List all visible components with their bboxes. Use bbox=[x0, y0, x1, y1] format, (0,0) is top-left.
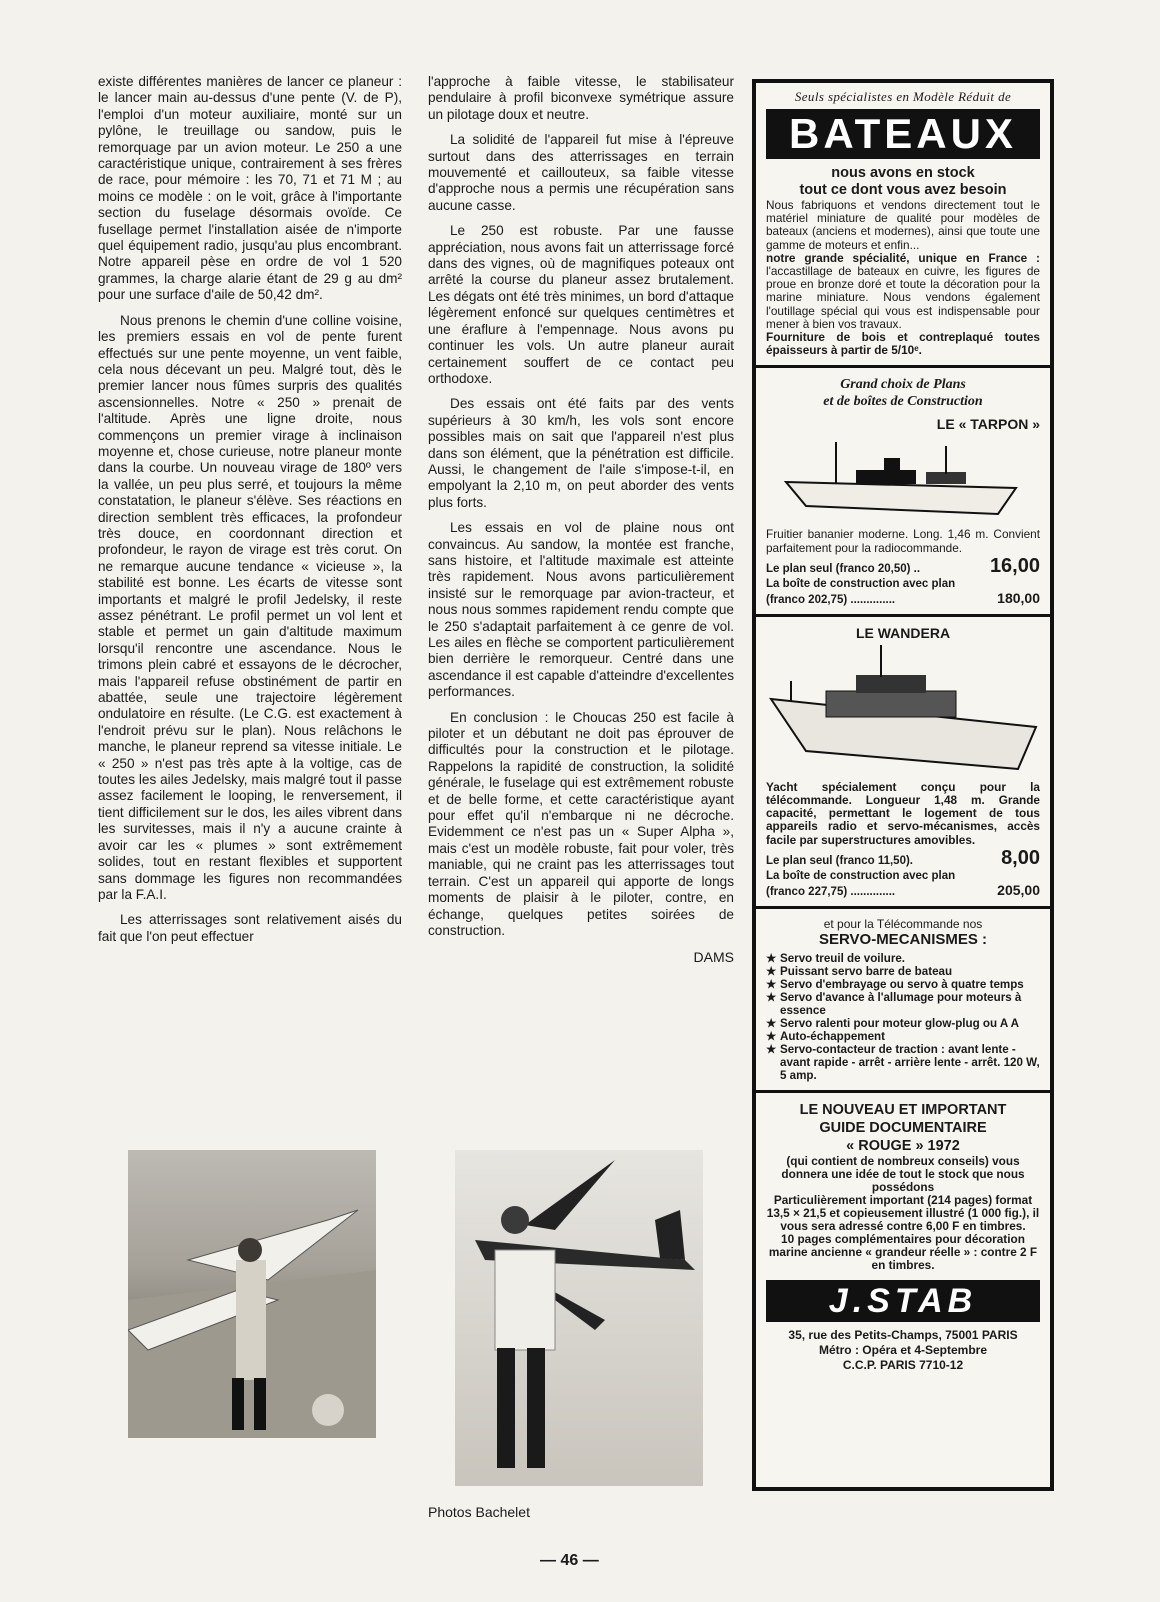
ad-specialty-label: notre grande spécialité, unique en France : bbox=[766, 250, 1040, 265]
article-column-1 bbox=[98, 74, 402, 954]
ad-lead-1: nous avons en stock bbox=[831, 165, 975, 181]
servo-title: SERVO-MECANISMES : bbox=[818, 930, 988, 948]
glider-photo-illustration bbox=[455, 1150, 703, 1486]
star-icon: ★ bbox=[766, 951, 777, 965]
list-item: ★ Auto-échappement bbox=[766, 1029, 885, 1043]
article-paragraph: l'approche à faible vitesse, le stabilisateur pendulaire à profil biconvexe symétrique assure un pilotage doux et neutre. bbox=[428, 74, 734, 122]
star-icon: ★ bbox=[766, 990, 777, 1004]
star-icon: ★ bbox=[766, 977, 777, 991]
article-paragraph: Des essais ont été faits par des vents supérieurs à 30 km/h, les vols sont encore possibles mais on sait que l'appareil n'est plus dans son élément, que la pénétration est difficile. Aussi, le changement de l'aile s'impose-t-il, en empolyant la 2,10 m, on peut aborder des vents plus forts. bbox=[428, 396, 734, 510]
ad-tagline: Seuls spécialistes en Modèle Réduit de bbox=[794, 89, 1012, 104]
photo-caption: Photos Bachelet bbox=[428, 1504, 530, 1520]
article-paragraph: En conclusion : le Choucas 250 est facile à piloter et un débutant ne doit pas éprouver de difficultés pour la construction et le pilotage. Rappelons la rapidité de construction, la solidité générale, le fuselage qui est extrêmement robuste et de belle forme, et cette caractéristique ayant pour effet qu'il n'embarque ni ne décroche. Evidemment ce n'est pas un « Super Alpha », mais c'est un modèle robuste, fait pour voler, très maniable, qui ne craint pas les atterrissages tout terrain. C'est un appareil qui apporte de longs moments de plaisir à le piloter, contre, en échange, quelques petites soirées de construction. bbox=[428, 709, 734, 938]
list-item: ★ Servo d'embrayage ou servo à quatre temps bbox=[766, 977, 1024, 991]
star-icon: ★ bbox=[766, 1042, 777, 1056]
wandera-yacht-icon bbox=[766, 641, 1040, 781]
guide-body-2: Particulièrement important (214 pages) format 13,5 × 21,5 et copieusement illustré (1 000 fig.), il vous sera adressé contre 6,00 F en timbres. bbox=[766, 1192, 1040, 1233]
glider-photo-illustration bbox=[128, 1150, 376, 1438]
advertisement-bateaux bbox=[752, 79, 1054, 1491]
ad-plans-line-1: Grand choix de Plans bbox=[840, 377, 966, 393]
article-column-2 bbox=[428, 74, 734, 966]
author-signature: DAMS bbox=[693, 949, 734, 966]
wandera-kit-price: 205,00 bbox=[997, 881, 1040, 898]
photo-glider-man bbox=[455, 1150, 703, 1486]
guide-body-1: (qui contient de nombreux conseils) vous donnera une idée de tout le stock que nous possédons bbox=[781, 1153, 1025, 1194]
star-icon: ★ bbox=[766, 1016, 777, 1030]
tarpon-ship-icon bbox=[766, 432, 1040, 528]
ad-banner: BATEAUX bbox=[766, 109, 1040, 159]
article-paragraph: La solidité de l'appareil fut mise à l'épreuve surtout dans des atterrissages en terrain mouvementé et caillouteux, sa faible vitesse d'approche nous a permis une récupération sans aucune casse. bbox=[428, 132, 734, 213]
tarpon-desc: Fruitier bananier moderne. Long. 1,46 m. Convient parfaitement pour la radiocommande. bbox=[766, 527, 1040, 555]
wandera-plan-price: 8,00 bbox=[1001, 846, 1040, 869]
guide-title-2: GUIDE DOCUMENTAIRE bbox=[819, 1119, 987, 1136]
article-paragraph: Les essais en vol de plaine nous ont convaincus. Au sandow, la montée est franche, sans histoire, et l'altitude maximale est atteinte très rapidement. Nous avons particulièrement insisté sur le remorquage par avion-tracteur, et nous nous sommes rapidement rendu compte que le 250 s'adaptait parfaitement à ce genre de vol. Les ailes en flèche se comportent particulièrement bien derrière le remorqueur. Centré dans une ascendance il est capable d'atteindre d'excellentes performances. bbox=[428, 520, 734, 700]
guide-title-1: LE NOUVEAU ET IMPORTANT bbox=[799, 1101, 1007, 1118]
tarpon-plan-price: 16,00 bbox=[989, 554, 1040, 577]
wandera-plan-label: Le plan seul (franco 11,50). bbox=[766, 854, 913, 867]
photo-glider-woman bbox=[128, 1150, 376, 1438]
star-icon: ★ bbox=[766, 964, 777, 978]
tarpon-kit-label: La boîte de construction avec plan bbox=[766, 577, 956, 590]
servo-list bbox=[766, 952, 1040, 1082]
list-item: ★ Puissant servo barre de bateau bbox=[766, 964, 953, 978]
ad-supply: Fourniture de bois et contreplaqué toutes épaisseurs à partir de 5/10ᵉ. bbox=[766, 330, 1040, 358]
divider bbox=[756, 906, 1050, 909]
wandera-kit-franco: (franco 227,75) .............. bbox=[766, 885, 896, 898]
ad-lead-2: tout ce dont vous avez besoin bbox=[799, 182, 1007, 198]
ad-ccp: C.C.P. PARIS 7710-12 bbox=[842, 1357, 964, 1372]
article-paragraph: existe différentes manières de lancer ce planeur : le lancer main au-dessus d'une pente (V. de P), l'emploi d'un moteur auxiliaire, monté sur un pylône, le treuillage ou sandow, puis le remorquage par un avion moteur. Le 250 a une caractéristique unique, contrairement à ses frères de race, pour mémoire : les 70, 71 et 71 M ; au moins ce modèle : on le voit, grâce à l'importante section du fuselage désormais ovoïde. Ce fusellage permet l'installation aisée de n'importe quel équipement radio, jusqu'au plus encombrant. Notre appareil pèse en ordre de vol 1 520 grammes, la charge alarie étant de 29 g au dm² pour une surface d'aile de 50,42 dm². bbox=[98, 74, 402, 303]
jstab-logo: J.STAB bbox=[766, 1280, 1040, 1322]
tarpon-title: LE « TARPON » bbox=[936, 416, 1040, 433]
wandera-title: LE WANDERA bbox=[855, 624, 951, 641]
list-item: ★ Servo treuil de voilure. bbox=[766, 951, 905, 965]
article-paragraph: Le 250 est robuste. Par une fausse appréciation, nous avons fait un atterrissage forcé dans des vignes, où de magnifiques poteaux ont arrêté la course du planeur assez brutalement. Les dégats ont été très minimes, un bord d'attaque légèrement enfoncé sur quelques centimètres et une éraflure à l'empennage. Nous avons pu continuer les vols. Un autre planeur aurait certainement souffert de ce contact peu orthodoxe. bbox=[428, 223, 734, 386]
guide-body-3: 10 pages complémentaires pour décoration marine ancienne « grandeur réelle » : contre 2 F en timbres. bbox=[768, 1231, 1038, 1272]
ad-address: 35, rue des Petits-Champs, 75001 PARIS bbox=[788, 1327, 1018, 1342]
divider bbox=[756, 365, 1050, 368]
tarpon-kit-franco: (franco 202,75) .............. bbox=[766, 593, 896, 606]
wandera-kit-label: La boîte de construction avec plan bbox=[766, 869, 956, 882]
tarpon-plan-label: Le plan seul (franco 20,50) .. bbox=[766, 562, 921, 575]
ad-plans-line-2: et de boîtes de Construction bbox=[823, 394, 983, 410]
guide-title-3: « ROUGE » 1972 bbox=[846, 1137, 960, 1154]
ad-metro: Métro : Opéra et 4-Septembre bbox=[818, 1342, 988, 1357]
article-paragraph: Nous prenons le chemin d'une colline voisine, les premiers essais en vol de pente furent effectués sur une pente moyenne, un vent faible, cela nous décevant un peu. Malgré tout, dès le premier lancer nous fûmes surpris des qualités ascensionnelles. Notre « 250 » prenait de l'altitude. Après une ligne droite, nous commençons un premier virage à inclinaison moyenne et, chose curieuse, notre planeur monte dans la courbe. Un nouveau virage de 180º vers la vallée, un peu plus serré, et toujours la même constatation, le planeur s'élève. Ses réactions en direction semblent très efficaces, la profondeur très douce, en coordonnant direction et profondeur, le rayon de virage est très corut. On ne remarque aucune tendance « vicieuse », la stabilité est bonne. Les écarts de vitesse sont importants et malgré le profil Jedelsky, il reste assez pénétrant. Le profil permet un vol lent et stable et permet un gain d'altitude maximum lorsqu'il rencontre une ascendance. Nous le trimons plein cabré et essayons de le décrocher, mais l'appareil refuse obstinément de partir en abattée, seule une trajectoire légèrement ondulatoire en résulte. (Le C.G. est exactement à l'endroit prévu sur le plan). Nous relâchons le manche, le planeur reprend sa vitesse initiale. Le « 250 » n'est pas très apte à la voltige, cas de toutes les ailes Jedelsky, mais malgré tout il passe assez facilement le looping, le renversement, il tient difficilement sur le dos, les ailes vibrent dans les survitesses, mais il n'y a aucune crainte à avoir car les « plumes » sont extrêmement solides, tout en restant flexibles et supportent sans dommage les figures non recommandées par la F.A.I. bbox=[98, 312, 402, 902]
ad-intro: Nous fabriquons et vendons directement tout le matériel miniature de qualité pour modèles de bateaux (anciens et modernes), ainsi que toute une gamme de moteurs et enfin... bbox=[766, 198, 1040, 252]
servo-intro: et pour la Télécommande nos bbox=[823, 916, 983, 931]
list-item: ★ Servo d'avance à l'allumage pour moteurs à essence bbox=[766, 990, 1022, 1017]
divider bbox=[756, 1090, 1050, 1093]
page-number: — 46 — bbox=[540, 1552, 599, 1569]
wandera-desc: Yacht spécialement conçu pour la télécommande. Longueur 1,48 m. Grande capacité, permettant le logement de tous appareils radio et servo-mécanismes, accès facile par superstructures amovibles. bbox=[766, 779, 1040, 847]
star-icon: ★ bbox=[766, 1029, 777, 1043]
list-item: ★ Servo-contacteur de traction : avant lente - avant rapide - arrêt - arrière lente - arrêt. 120 W, 5 amp. bbox=[766, 1042, 1040, 1082]
list-item: ★ Servo ralenti pour moteur glow-plug ou A A bbox=[766, 1016, 1019, 1030]
tarpon-kit-price: 180,00 bbox=[997, 589, 1040, 606]
ad-specialty: l'accastillage de bateaux en cuivre, les figures de proue en bronze doré et toute la décoration pour la marine miniature. Nous vendons également l'outillage spécial qui vous est indispensable pour mener à bien vos travaux. bbox=[766, 264, 1040, 331]
divider bbox=[756, 614, 1050, 617]
article-paragraph: Les atterrissages sont relativement aisés du fait que l'on peut effectuer bbox=[98, 912, 402, 944]
